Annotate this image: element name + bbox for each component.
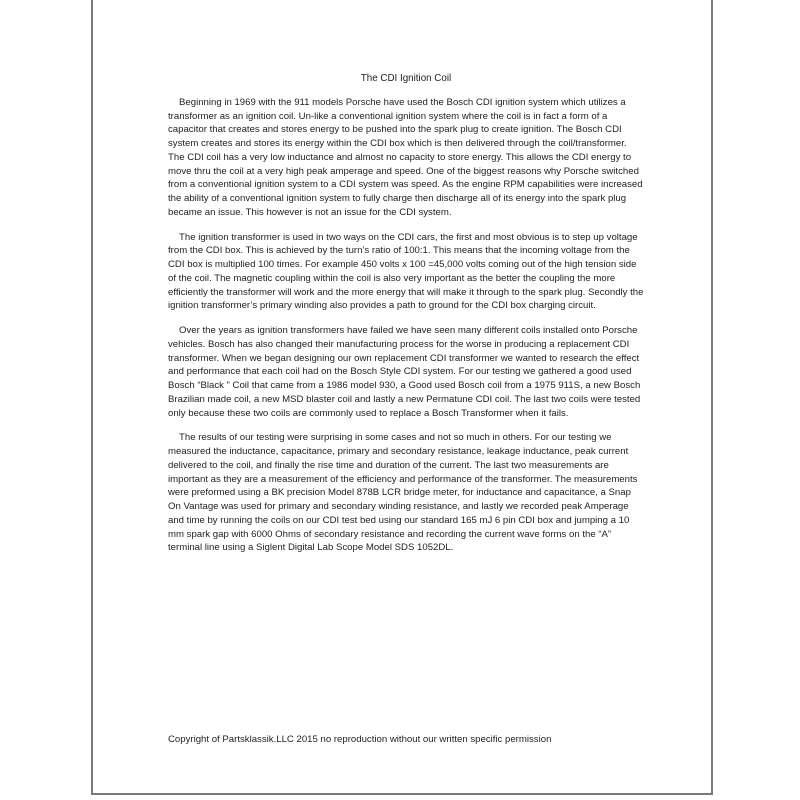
document-title: The CDI Ignition Coil xyxy=(360,73,452,84)
paragraph-2: The ignition transformer is used in two ways on the CDI cars, the first and most obvious is to step up voltage from the CDI box. This is achieved by the turn’s ratio of 100:1. This means that the incoming voltage from the CDI box is multiplied 100 times. For example 450 volts x 100 =45,000 volts coming out of the high tension side of the coil. The magnetic coupling within the coil is also very important as the better the coupling the more efficiently the transformer will work and the more energy that will make it through to the spark plug. Secondly the ignition transformer’s primary winding also provides a path to ground for the CDI box charging circuit. xyxy=(168,231,644,312)
document-body xyxy=(168,72,644,566)
paragraph-4: The results of our testing were surprising in some cases and not so much in others. For our testing we measured the inductance, capacitance, primary and secondary resistance, leakage inductance, peak current delivered to the coil, and finally the rise time and duration of the current. The last two measurements are important as they are a measurement of the efficiency and performance of the transformer. The measurements were preformed using a BK precision Model 878B LCR bridge meter, for inductance and capacitance, a Snap On Vantage was used for primary and secondary winding resistance, and lastly we recorded peak Amperage and time by running the coils on our CDI test bed using our standard 165 mJ 6 pin CDI box and jumping a 10 mm spark gap with 6000 Ohms of secondary resistance and recording the current wave forms on the “A” terminal line using a Siglent Digital Lab Scope Model SDS 1052DL. xyxy=(168,432,638,554)
paragraph-3: Over the years as ignition transformers have failed we have seen many different coils installed onto Porsche vehicles. Bosch has also changed their manufacturing process for the worse in producing a replacement CDI transformer. When we began designing our own replacement CDI transformer we wanted to research the effect and performance that each coil had on the Bosch Style CDI system. For our testing we gathered a good used Bosch “Black ” Coil that came from a 1986 model 930, a Good used Bosch coil from a 1975 911S, a new Bosch Brazilian made coil, a new MSD blaster coil and lastly a new Permatune CDI coil. The last two coils were tested only because these two coils are commonly used to replace a Bosch Transformer when it fails. xyxy=(168,325,641,419)
copyright-footer: Copyright of Partsklassik.LLC 2015 no reproduction without our written specific permission xyxy=(168,734,552,745)
paragraph-1: Beginning in 1969 with the 911 models Porsche have used the Bosch CDI ignition system which utilizes a transformer as an ignition coil. Un-like a conventional ignition system where the coil is in fact a form of a capacitor that creates and stores energy to be pushed into the spark plug to create ignition. The Bosch CDI system creates and stores its energy within the CDI box which is then delivered through the coil/transformer. The CDI coil has a very low inductance and almost no capacity to store energy. This allows the CDI energy to move thru the coil at a very high peak amperage and speed. One of the biggest reasons why Porsche switched from a conventional ignition system to a CDI system was speed. As the engine RPM capabilities were increased the ability of a conventional ignition system to fully charge then discharge all of its energy into the spark plug became an issue. This however is not an issue for the CDI system. xyxy=(168,96,643,218)
document-page xyxy=(91,0,713,795)
